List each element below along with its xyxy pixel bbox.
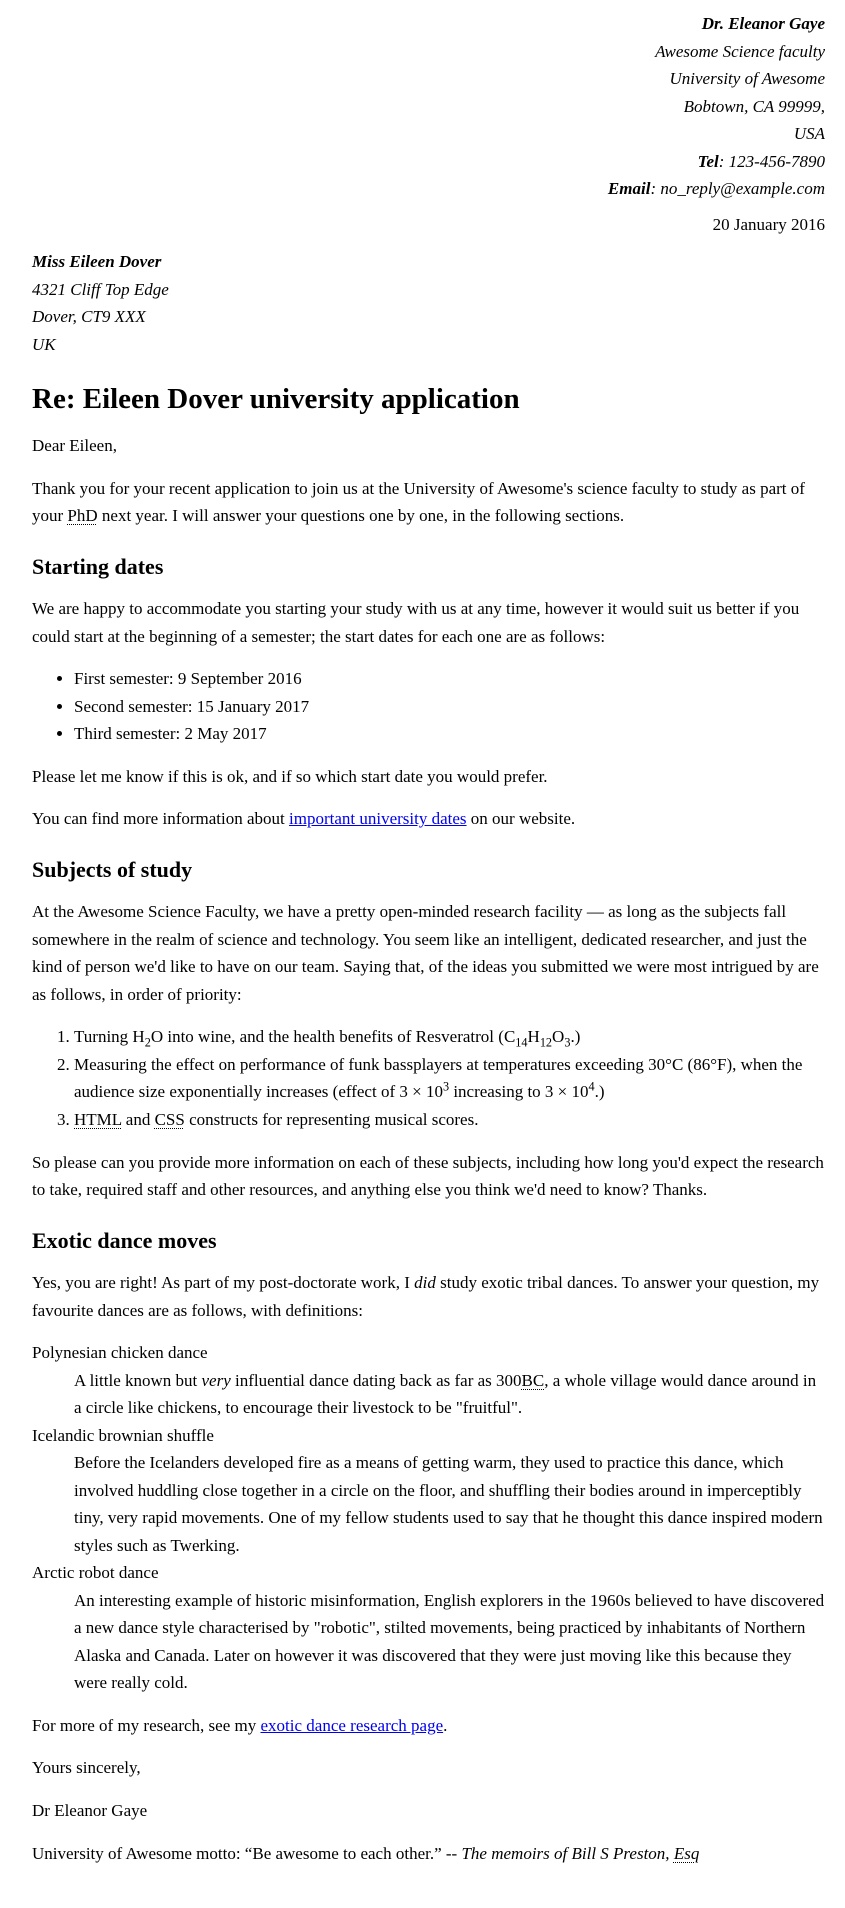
dance-definition: Before the Icelanders developed fire as a means of getting warm, they used to practice this dance, which involved huddling close together in a circle on the floor, and shuffling their bodies around in imperceptibly tiny, very rapid movements. One of my fellow students used to say that he thought this dance inspired modern styles such as Twerking. (74, 1453, 823, 1555)
ideas-list (32, 1023, 825, 1133)
sender-name: Dr. Eleanor Gaye (701, 14, 825, 33)
more-research-paragraph: For more of my research, see my exotic dance research page. (32, 1715, 448, 1735)
sender-address-line: Bobtown, CA 99999, (683, 96, 825, 116)
sender-address (32, 10, 825, 203)
abbr-phd: PhD (67, 506, 98, 526)
section-heading-subjects: Subjects of study (32, 856, 193, 882)
more-info-paragraph: You can find more information about important university dates on our website. (32, 809, 576, 829)
start-date-confirm-paragraph: Please let me know if this is ok, and if so which start date you would prefer. (32, 766, 548, 786)
email-label: Email (607, 179, 651, 199)
semester-list (32, 665, 825, 748)
sender-email-line (32, 175, 825, 203)
superscript: 3 (442, 1079, 450, 1094)
sender-address-line: University of Awesome (669, 69, 825, 89)
emphasis-text: did (414, 1272, 436, 1292)
subscript: 12 (539, 1035, 553, 1050)
emphasis-text: very (201, 1370, 231, 1390)
semester-item: • Second semester: 15 January 2017 (74, 693, 825, 721)
recipient-name: Miss Eileen Dover (32, 252, 162, 272)
sender-address-line: Awesome Science faculty (655, 41, 825, 61)
dance-definition: A little known but very influential dance dating back as far as 300BC, a whole village would dance around in a circle like chickens, to encourage their livestock to be "fruitful". (74, 1370, 817, 1418)
salutation: Dear Eileen, (32, 436, 117, 456)
recipient-address-line: Dover, CT9 XXX (32, 307, 146, 327)
subjects-followup: So please can you provide more information on each of these subjects, including how long you'd expect the research to take, required staff and other resources, and anything else you think we'd need to know? Thanks. (32, 1152, 824, 1200)
tel-label: Tel (697, 151, 719, 171)
dance-term: Polynesian chicken dance (32, 1343, 208, 1363)
abbr-bc: BC (521, 1370, 545, 1390)
idea-item: 1. Turning $H_2O$ into wine, and the health benefits of Resveratrol $(C_{14}H_{12}O_3.)$ (74, 1023, 825, 1051)
sender-tel-line (32, 148, 825, 176)
idea-item: 3. HTML and CSS constructs for representing musical scores. (74, 1106, 825, 1134)
signature: Dr Eleanor Gaye (32, 1801, 148, 1820)
recipient-address (32, 248, 825, 358)
email-value: : no_reply@example.com (650, 179, 825, 199)
semester-item: • First semester: 9 September 2016 (74, 665, 825, 693)
recipient-address-line: UK (32, 334, 56, 354)
motto-paragraph: University of Awesome motto: “Be awesome to each other.” -- The memoirs of Bill S Preston, Esq (32, 1843, 700, 1863)
dance-definition: An interesting example of historic misinformation, English explorers in the 1960s believed to have discovered a new dance style characterised by "robotic", stilted movements, being practiced by inhabitants of Northern Alaska and Canada. Later on however it was discovered that they were just moving like this because they were really cold. (74, 1590, 825, 1693)
recipient-address-line: 4321 Cliff Top Edge (32, 279, 169, 299)
dances-intro: Yes, you are right! As part of my post-doctorate work, I did study exotic tribal dances. To answer your question, my favourite dances are as follows, with definitions: (32, 1272, 820, 1320)
emphasis-text: The memoirs of Bill S Preston, (461, 1843, 674, 1863)
letter-subject-heading: Re: Eileen Dover university application (32, 383, 520, 416)
section-heading-starting-dates: Starting dates (32, 553, 164, 579)
important-university-dates-link[interactable]: important university dates (289, 809, 467, 829)
exotic-dance-research-link[interactable]: exotic dance research page (260, 1715, 444, 1735)
idea-item: 2. Measuring the effect on performance of funk bassplayers at temperatures exceeding 30°C (86°F), when the audience size exponentially increases (effect of $3 \times 10^3$ increasing to $3 \times 10^4$.) (74, 1051, 825, 1106)
abbr-css: CSS (154, 1109, 185, 1129)
subscript: 3 (564, 1035, 571, 1050)
subscript: 14 (515, 1035, 528, 1050)
superscript: 4 (588, 1079, 595, 1094)
starting-dates-intro: We are happy to accommodate you starting your study with us at any time, however it would suit us better if you could start at the beginning of a semester; the start dates for each one are as follows: (32, 599, 800, 646)
section-heading-dances: Exotic dance moves (32, 1227, 217, 1253)
abbr-esq: Esq (673, 1843, 700, 1863)
tel-value: : 123-456-7890 (718, 151, 825, 171)
subjects-intro: At the Awesome Science Faculty, we have a pretty open-minded research facility — as long as the subjects fall somewhere in the realm of science and technology. You seem like an intelligent, dedicated researcher, and just the kind of person we'd like to have on our team. Saying that, of the ideas you submitted we were most intrigued by are as follows, in order of priority: (32, 902, 819, 1004)
intro-paragraph: Thank you for your recent application to join us at the University of Awesome's science faculty to study as part of your PhD next year. I will answer your questions one by one, in the following sections. (32, 478, 805, 526)
valediction: Yours sincerely, (32, 1758, 141, 1778)
subscript: 2 (144, 1035, 151, 1050)
letter-date: 20 January 2016 (712, 214, 825, 234)
sender-address-line: USA (793, 124, 825, 144)
abbr-html: HTML (74, 1109, 122, 1129)
dance-term: Arctic robot dance (32, 1563, 159, 1583)
semester-item: • Third semester: 2 May 2017 (74, 720, 825, 748)
dance-term: Icelandic brownian shuffle (32, 1425, 214, 1445)
dance-definition-list (32, 1339, 825, 1697)
